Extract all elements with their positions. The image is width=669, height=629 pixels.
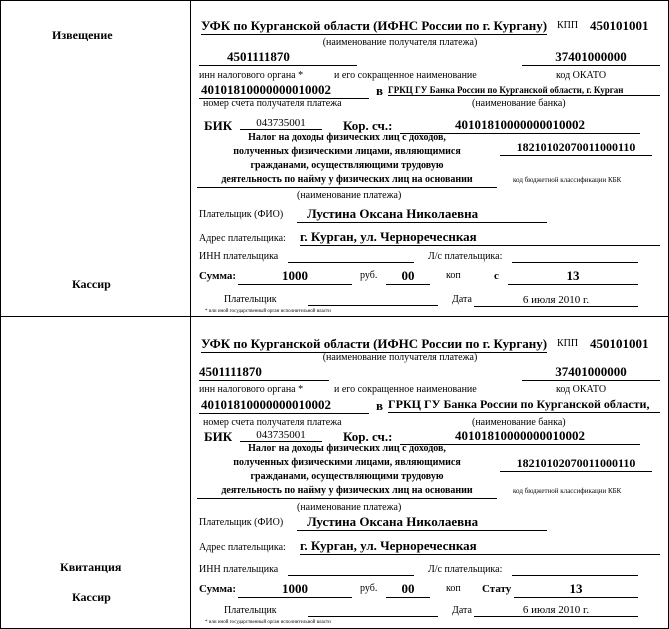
date-label: Дата [452, 605, 472, 616]
purpose-caption: (наименование платежа) [297, 190, 402, 201]
address-label: Адрес плательщика: [199, 233, 286, 244]
sum-value: 1000 [238, 268, 352, 285]
inn-caption: инн налогового органа * [199, 70, 304, 81]
extra-label: с [494, 270, 499, 282]
bik-value: 043735001 [240, 117, 322, 130]
payment-purpose [197, 131, 497, 188]
inn-value: 4501111870 [199, 49, 357, 66]
payer-label: Плательщик (ФИО) [199, 209, 284, 220]
purpose-line: гражданами, осуществляющими трудовую [250, 471, 444, 482]
payer-account-label: Л/с плательщика: [428, 251, 503, 262]
kop-label: коп [446, 583, 461, 594]
account-value: 40101810000000010002 [199, 397, 369, 414]
date-label: Дата [452, 294, 472, 305]
bank-name: ГРКЦ ГУ Банка России по Курганской области, [388, 397, 660, 413]
cashier-label-top: Кассир [72, 277, 111, 291]
okato-caption: код ОКАТО [556, 384, 607, 395]
bik-label: БИК [204, 429, 233, 444]
kbk-value: 18210102070011000110 [500, 456, 652, 472]
payer-account-label: Л/с плательщика: [428, 564, 503, 575]
kpp-value: 450101001 [590, 18, 649, 33]
account-caption: номер счета получателя платежа [203, 98, 342, 109]
payer-account-line [512, 262, 638, 263]
extra-value: 13 [514, 581, 638, 598]
signer-label: Плательщик [224, 294, 277, 305]
corr-label: Кор. сч.: [343, 429, 393, 444]
kop-value: 00 [386, 268, 430, 285]
bik-value: 043735001 [240, 429, 322, 442]
account-caption: номер счета получателя платежа [203, 417, 342, 428]
bik-label: БИК [204, 118, 233, 133]
kbk-caption: код бюджетной классификации КБК [513, 487, 622, 495]
address-label: Адрес плательщика: [199, 542, 286, 553]
corr-value: 40101810000000010002 [400, 428, 640, 445]
okato-value: 37401000000 [522, 49, 660, 66]
purpose-caption: (наименование платежа) [297, 502, 402, 513]
kpp-label: КПП [557, 338, 579, 349]
short-name-caption: и его сокращенное наименование [334, 70, 477, 81]
sum-label: Сумма: [199, 583, 237, 595]
purpose-line: Налог на доходы физических лиц с доходов, [248, 132, 446, 143]
date-value: 6 июля 2010 г. [474, 604, 638, 617]
payment-form-receipt [0, 318, 669, 629]
footnote: * или иной государственный орган исполнительной власти [205, 309, 331, 314]
date-value: 6 июля 2010 г. [474, 294, 638, 307]
purpose-line: полученных физическими лицами, являющимися [233, 457, 461, 468]
recipient-caption: (наименование получателя платежа) [322, 352, 478, 363]
kop-label: коп [446, 270, 461, 281]
payer-name: Лустина Оксана Николаевна [297, 514, 547, 531]
corr-value: 40101810000000010002 [400, 117, 640, 134]
notice-title: Извещение [52, 28, 113, 42]
signature-line [308, 616, 438, 617]
payer-inn-label: ИНН плательщика [199, 564, 279, 575]
corr-label: Кор. сч.: [343, 118, 393, 133]
rub-label: руб. [360, 270, 378, 281]
recipient-name: УФК по Курганской области (ИФНС России по г. Кургану) [201, 336, 548, 351]
inn-caption: инн налогового органа * [199, 384, 304, 395]
purpose-line: полученных физическими лицами, являющимися [233, 146, 461, 157]
inn-value: 4501111870 [199, 364, 329, 381]
payer-address: г. Курган, ул. Черноречеснкая [300, 229, 660, 246]
kop-value: 00 [386, 581, 430, 598]
extra-label: Стату [482, 583, 512, 595]
okato-value: 37401000000 [522, 364, 660, 381]
bank-caption: (наименование банка) [472, 98, 566, 109]
account-value: 40101810000000010002 [199, 82, 369, 99]
payer-address: г. Курган, ул. Черноречеснкая [300, 538, 660, 555]
payer-account-line [512, 575, 638, 576]
recipient-name: УФК по Курганской области (ИФНС России по г. Кургану) [201, 18, 548, 33]
purpose-line: Налог на доходы физических лиц с доходов, [248, 443, 446, 454]
purpose-line: гражданами, осуществляющими трудовую [250, 160, 444, 171]
payer-inn-line [288, 575, 414, 576]
recipient-caption: (наименование получателя платежа) [322, 37, 478, 48]
payer-inn-line [288, 262, 414, 263]
kbk-caption: код бюджетной классификации КБК [513, 176, 622, 184]
payment-purpose [197, 442, 497, 499]
section-divider [0, 316, 669, 317]
footnote: * или иной государственный орган исполнительной власти [205, 620, 331, 625]
extra-value: 13 [508, 268, 638, 285]
payer-label: Плательщик (ФИО) [199, 517, 284, 528]
sum-value: 1000 [238, 581, 352, 598]
sum-label: Сумма: [199, 270, 237, 282]
bank-name: ГРКЦ ГУ Банка России по Курганской области, г. Курган [388, 85, 660, 96]
signer-label: Плательщик [224, 605, 277, 616]
bank-caption: (наименование банка) [472, 417, 566, 428]
cashier-label-bottom: Кассир [72, 590, 111, 604]
in-label: в [376, 398, 384, 413]
kpp-label: КПП [557, 20, 579, 31]
kbk-value: 18210102070011000110 [500, 140, 652, 156]
kpp-value: 450101001 [590, 336, 649, 351]
payer-name: Лустина Оксана Николаевна [297, 206, 547, 223]
okato-caption: код ОКАТО [556, 70, 607, 81]
receipt-title: Квитанция [60, 560, 122, 574]
signature-line [308, 305, 438, 306]
in-label: в [376, 83, 384, 98]
purpose-line: деятельность по найму у физических лиц на основании [197, 173, 497, 188]
payer-inn-label: ИНН плательщика [199, 251, 279, 262]
short-name-caption: и его сокращенное наименование [334, 384, 477, 395]
purpose-line: деятельность по найму у физических лиц на основании [197, 484, 497, 499]
rub-label: руб. [360, 583, 378, 594]
